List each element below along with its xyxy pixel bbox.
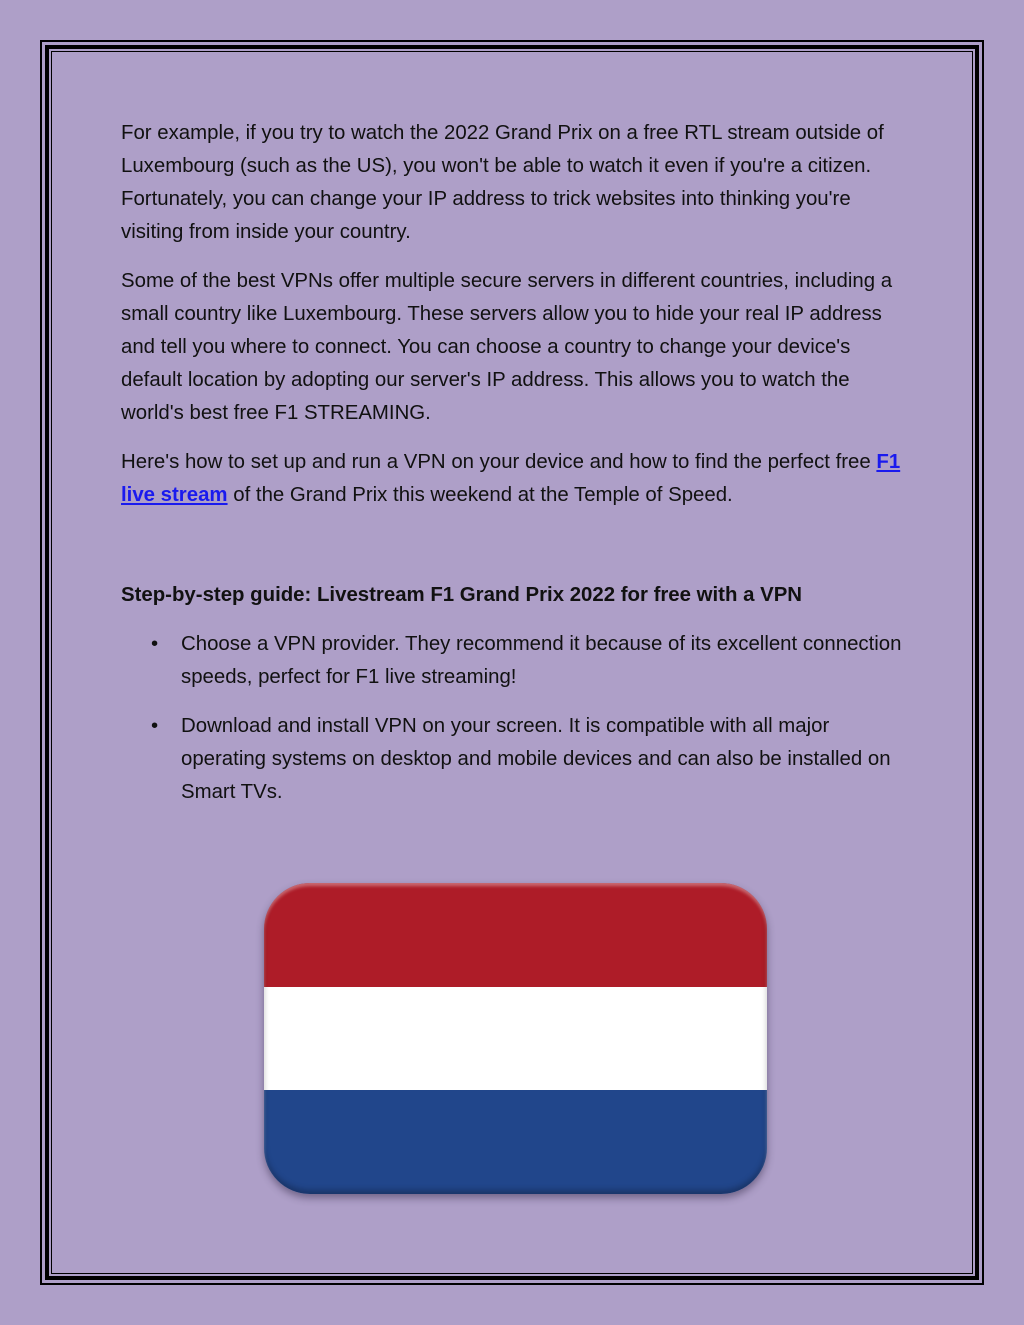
list-item xyxy=(151,628,911,694)
f1-live-stream-link[interactable]: F1 live stream xyxy=(121,451,901,506)
step-text: Download and install VPN on your screen. It is compatible with all major operating systems on desktop and mobile devices and can also be installed on Smart TVs. xyxy=(181,715,891,803)
paragraph-3-before: Here's how to set up and run a VPN on your device and how to find the perfect free xyxy=(121,451,877,473)
step-text: Choose a VPN provider. They recommend it because of its excellent connection speeds, perfect for F1 live streaming! xyxy=(181,633,902,688)
flag-red-stripe xyxy=(264,883,767,987)
list-item xyxy=(151,710,911,809)
paragraph-1: For example, if you try to watch the 2022 Grand Prix on a free RTL stream outside of Luxembourg (such as the US), you won't be able to watch it even if you're a citizen. Fortunately, you can change your IP address to trick websites into thinking you're visiting from inside your country. xyxy=(121,122,884,243)
document-body xyxy=(121,117,911,825)
steps-list xyxy=(121,628,911,809)
paragraph-2: Some of the best VPNs offer multiple secure servers in different countries, including a small country like Luxembourg. These servers allow you to hide your real IP address and tell you where to connect. You can choose a country to change your device's default location by adopting our server's IP address. This allows you to watch the world's best free F1 STREAMING. xyxy=(121,270,893,424)
paragraph-3-after: of the Grand Prix this weekend at the Temple of Speed. xyxy=(227,484,733,506)
section-heading: Step-by-step guide: Livestream F1 Grand Prix 2022 for free with a VPN xyxy=(121,584,803,606)
paragraph-3 xyxy=(121,446,911,512)
flag-white-stripe xyxy=(264,987,767,1091)
netherlands-flag-icon xyxy=(264,883,767,1194)
bullet-icon: • xyxy=(151,715,159,737)
flag-blue-stripe xyxy=(264,1090,767,1194)
bullet-icon: • xyxy=(151,633,159,655)
